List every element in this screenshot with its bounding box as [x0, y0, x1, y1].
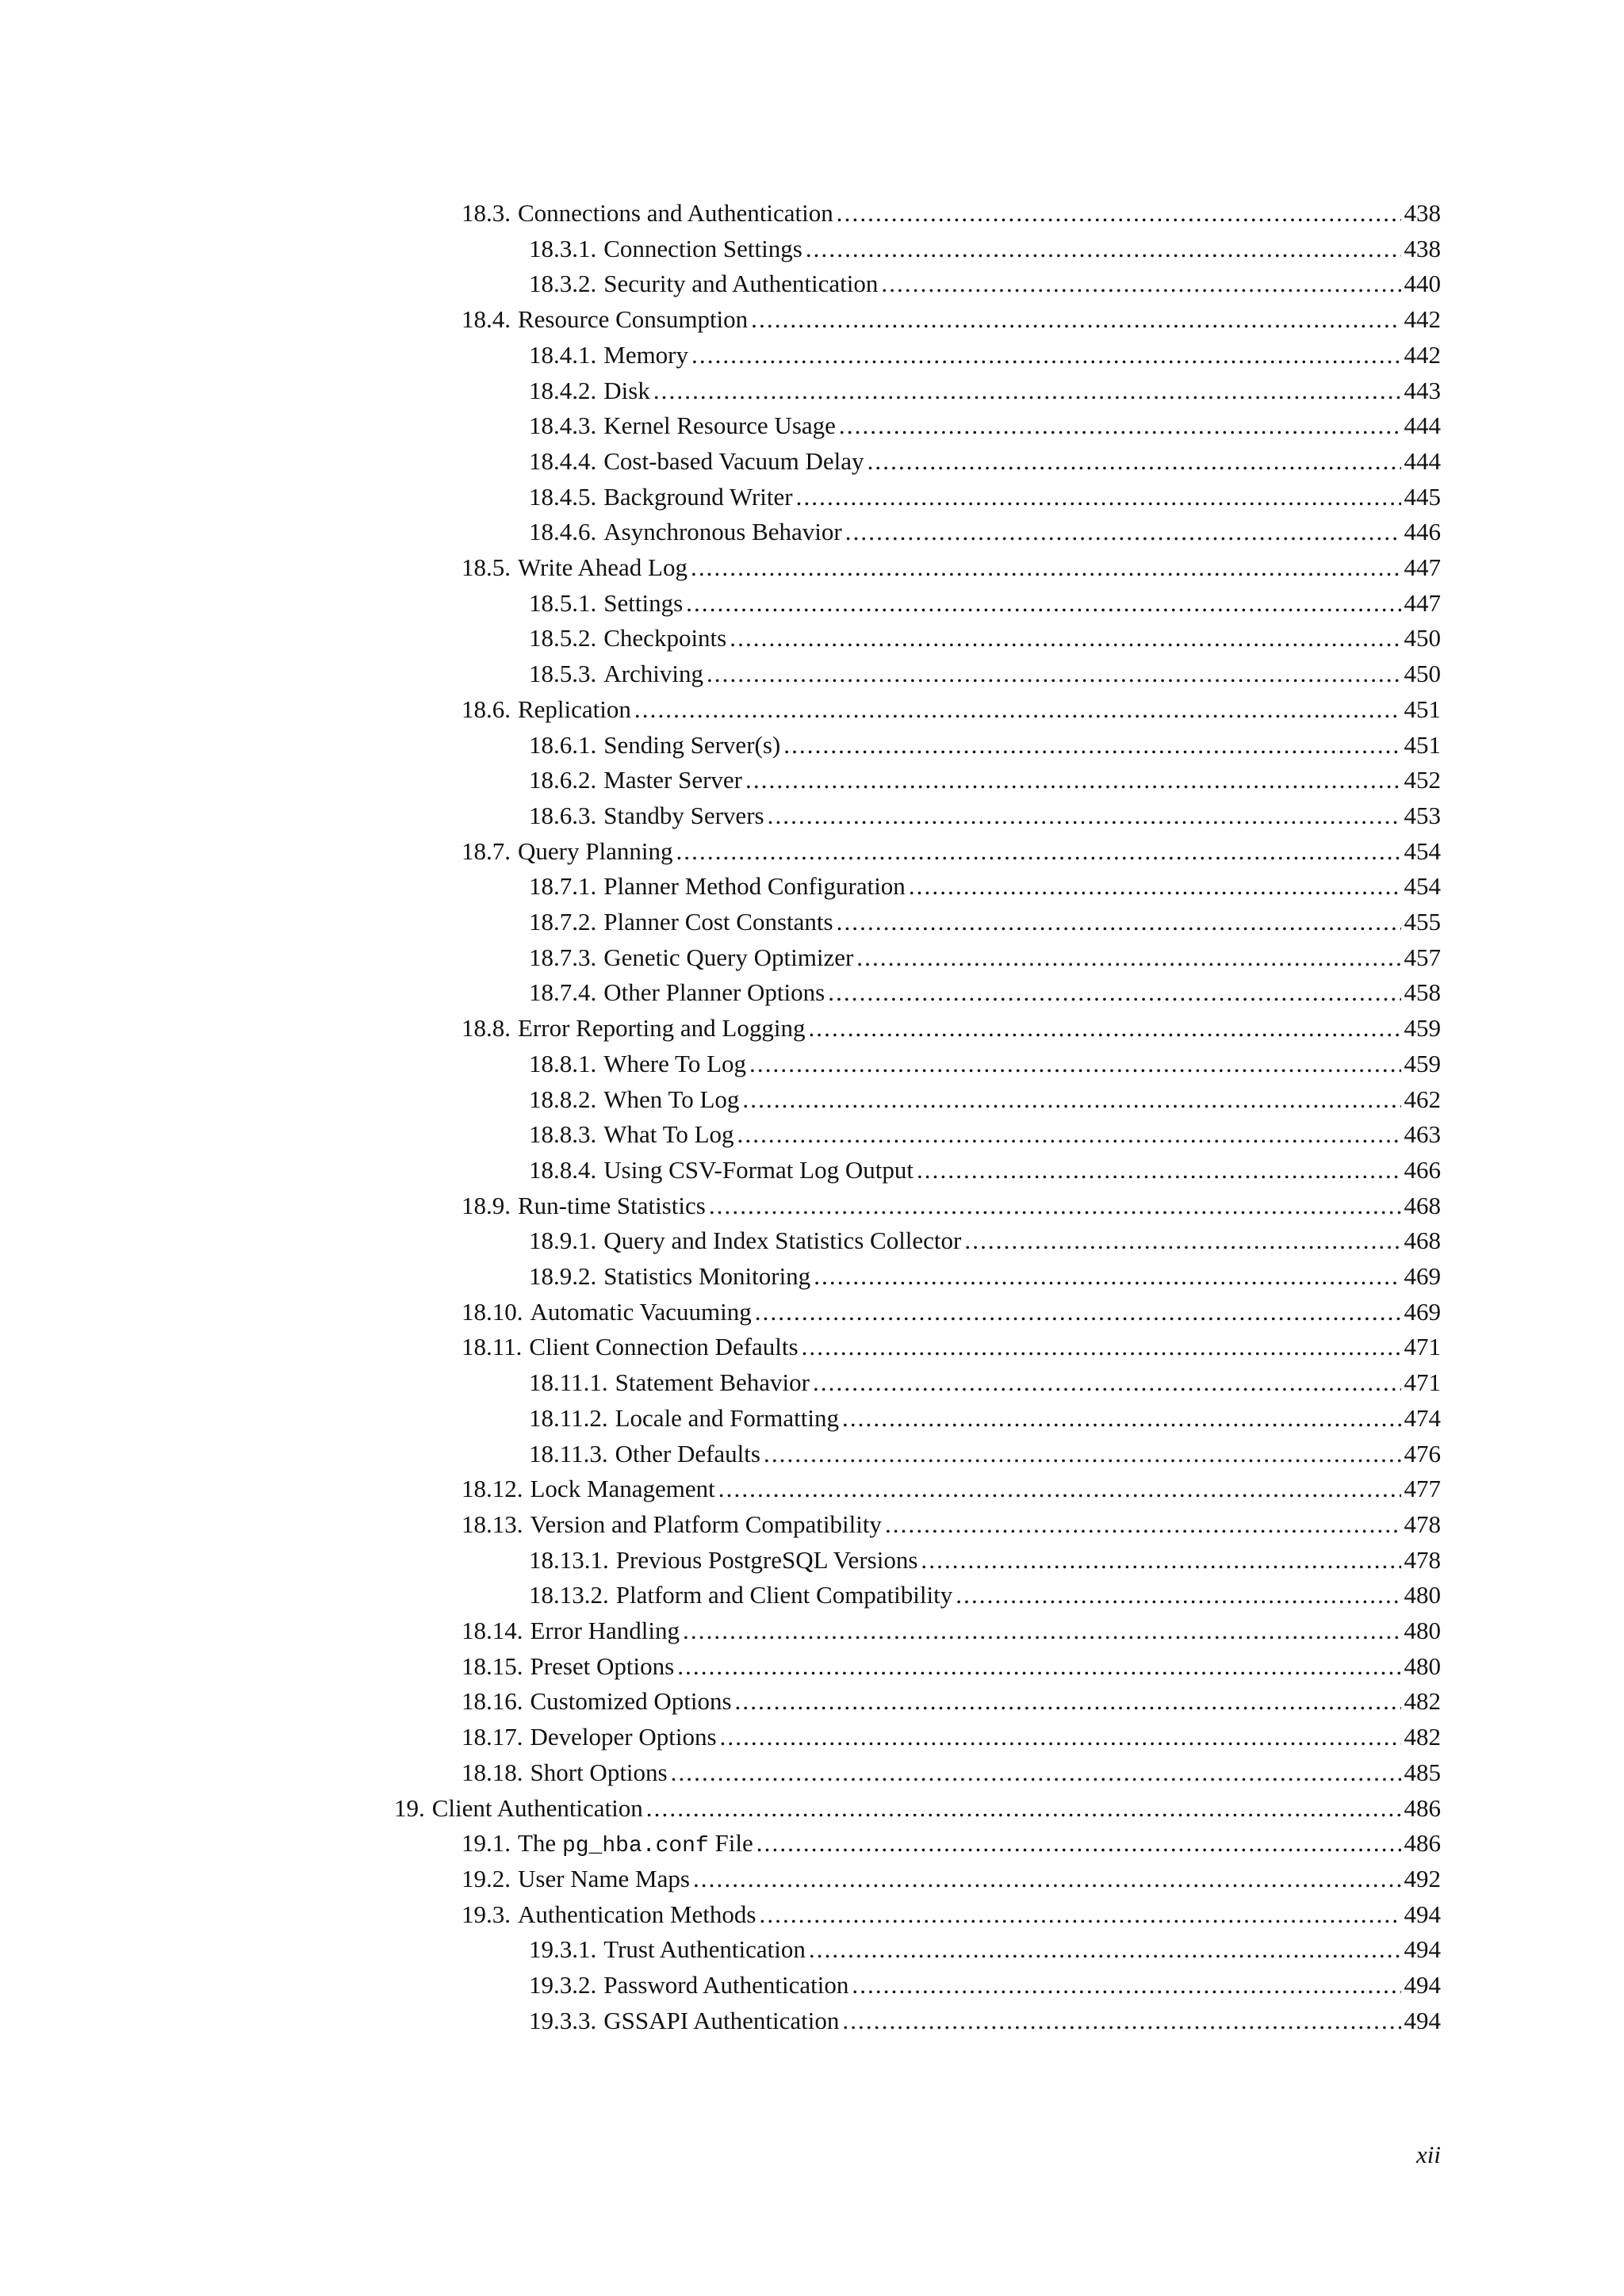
toc-entry-page: 450	[1404, 660, 1441, 688]
toc-entry-title: Settings	[603, 588, 684, 617]
toc-entry-title: Write Ahead Log	[518, 553, 688, 581]
toc-entry-title-code: pg_hba.conf	[561, 1834, 709, 1859]
toc-entry-number: 18.6.1.	[529, 730, 597, 759]
toc-entry-title: Platform and Client Compatibility	[615, 1581, 953, 1609]
toc-entry-title-part: The	[518, 1829, 562, 1858]
toc-entry-number: 18.7.2.	[529, 908, 597, 936]
toc-entry[interactable]	[529, 1931, 1441, 1967]
toc-entry-number: 18.4.2.	[529, 376, 597, 404]
toc-entry-title: Error Handling	[530, 1617, 680, 1644]
toc-entry-page: 494	[1404, 2006, 1441, 2034]
toc-entry-number: 18.8.	[462, 1014, 511, 1043]
toc-entry-page: 447	[1404, 588, 1441, 617]
toc-dot-leader	[802, 1329, 1401, 1364]
toc-dot-leader	[837, 195, 1401, 231]
toc-entry-title: Trust Authentication	[603, 1935, 806, 1964]
toc-entry-page: 468	[1404, 1191, 1441, 1219]
toc-entry[interactable]	[529, 231, 1441, 266]
toc-entry-page: 440	[1404, 270, 1441, 298]
toc-entry-page: 478	[1404, 1510, 1441, 1538]
toc-entry-title: Other Defaults	[615, 1439, 760, 1468]
toc-entry[interactable]	[529, 1364, 1441, 1400]
toc-entry[interactable]	[529, 656, 1441, 691]
toc-dot-leader	[808, 1010, 1400, 1046]
toc-entry[interactable]	[462, 1329, 1441, 1364]
toc-dot-leader	[917, 1152, 1401, 1188]
toc-entry-title-part: File	[708, 1829, 753, 1858]
toc-entry-title: Planner Method Configuration	[603, 872, 906, 901]
toc-entry-page: 482	[1404, 1687, 1441, 1716]
toc-entry-page: 454	[1404, 872, 1441, 901]
toc-entry-page: 438	[1404, 199, 1441, 227]
toc-entry-title: Version and Platform Compatibility	[530, 1510, 882, 1538]
toc-entry[interactable]	[529, 266, 1441, 301]
toc-entry-number: 18.7.1.	[529, 872, 597, 901]
toc-entry-title: Security and Authentication	[603, 270, 879, 298]
toc-entry-page: 452	[1404, 766, 1441, 794]
toc-dot-leader	[683, 1613, 1400, 1648]
toc-entry-number: 18.8.2.	[529, 1085, 597, 1113]
toc-entry-page: 471	[1404, 1333, 1441, 1361]
toc-entry-title: Master Server	[603, 766, 742, 794]
toc-entry-number: 18.16.	[462, 1687, 523, 1716]
toc-entry-title: When To Log	[603, 1085, 740, 1113]
toc-entry-title: Lock Management	[530, 1475, 715, 1503]
toc-entry-title: Where To Log	[603, 1049, 746, 1077]
toc-entry-page: 455	[1404, 908, 1441, 936]
toc-entry-title: Standby Servers	[603, 801, 764, 829]
toc-entry-page: 492	[1404, 1864, 1441, 1892]
toc-dot-leader	[742, 1081, 1400, 1117]
toc-dot-leader	[751, 301, 1400, 337]
toc-entry-number: 18.8.4.	[529, 1155, 597, 1184]
toc-dot-leader	[737, 1116, 1401, 1152]
toc-entry[interactable]	[394, 1790, 1441, 1826]
toc-dot-leader	[730, 620, 1400, 656]
toc-entry[interactable]	[529, 408, 1441, 443]
toc-entry-number: 18.13.2.	[529, 1581, 609, 1609]
toc-dot-leader	[693, 1861, 1401, 1896]
toc-entry-number: 18.5.1.	[529, 588, 597, 617]
toc-entry-page: 477	[1404, 1475, 1441, 1503]
toc-entry-number: 18.15.	[462, 1651, 523, 1680]
toc-entry[interactable]	[462, 1683, 1441, 1719]
page-number: xii	[1416, 2141, 1441, 2168]
toc-entry-number: 19.2.	[462, 1864, 511, 1892]
toc-entry-page: 450	[1404, 624, 1441, 652]
toc-dot-leader	[691, 337, 1400, 373]
toc-entry-page: 444	[1404, 411, 1441, 440]
toc-entry-page: 486	[1404, 1829, 1441, 1858]
toc-entry-title: Cost-based Vacuum Delay	[603, 446, 864, 475]
toc-entry-page: 482	[1404, 1723, 1441, 1751]
toc-entry[interactable]	[529, 1116, 1441, 1152]
toc-entry-number: 18.9.	[462, 1191, 511, 1219]
toc-entry-title: Short Options	[530, 1758, 668, 1786]
toc-entry-number: 18.6.	[462, 695, 511, 723]
toc-entry-number: 19.3.2.	[529, 1971, 597, 1999]
toc-entry-page: 457	[1404, 943, 1441, 971]
toc-entry-page: 474	[1404, 1403, 1441, 1432]
toc-entry-page: 458	[1404, 978, 1441, 1007]
toc-entry-number: 18.11.1.	[529, 1368, 608, 1397]
toc-dot-leader	[718, 1471, 1401, 1506]
toc-entry-number: 18.11.	[462, 1333, 523, 1361]
toc-entry[interactable]	[462, 1188, 1441, 1223]
toc-dot-leader	[756, 1825, 1401, 1861]
toc-entry-number: 18.10.	[462, 1297, 523, 1326]
toc-entry-title: Background Writer	[603, 482, 793, 511]
toc-dot-leader	[885, 1506, 1401, 1542]
toc-entry-page: 451	[1404, 730, 1441, 759]
toc-dot-leader	[845, 514, 1401, 549]
toc-dot-leader	[709, 1188, 1401, 1223]
toc-dot-leader	[677, 1648, 1400, 1684]
toc-entry[interactable]	[529, 479, 1441, 515]
toc-entry-number: 18.4.5.	[529, 482, 597, 511]
toc-entry-title: Memory	[603, 340, 689, 369]
toc-dot-leader	[720, 1719, 1401, 1755]
toc-dot-leader	[909, 868, 1401, 904]
toc-entry-title: Sending Server(s)	[603, 730, 781, 759]
toc-entry-number: 18.12.	[462, 1475, 523, 1503]
toc-entry-title: Query and Index Statistics Collector	[603, 1226, 962, 1255]
toc-entry-title: Query Planning	[518, 836, 673, 865]
toc-entry[interactable]	[462, 549, 1441, 585]
toc-dot-leader	[755, 1294, 1401, 1330]
toc-entry[interactable]	[529, 1223, 1441, 1258]
toc-entry-page: 462	[1404, 1085, 1441, 1113]
toc-entry-page: 471	[1404, 1368, 1441, 1397]
toc-entry[interactable]	[529, 585, 1441, 621]
toc-entry-number: 19.3.3.	[529, 2006, 597, 2034]
toc-entry[interactable]	[462, 1613, 1441, 1648]
toc-entry[interactable]	[529, 1577, 1441, 1613]
toc-entry-number: 18.4.3.	[529, 411, 597, 440]
toc-entry-title: Client Connection Defaults	[529, 1333, 799, 1361]
toc-entry-title: Statement Behavior	[615, 1368, 810, 1397]
toc-entry-number: 18.3.1.	[529, 234, 597, 262]
toc-entry[interactable]	[462, 691, 1441, 727]
toc-entry[interactable]	[529, 1400, 1441, 1436]
toc-entry-page: 453	[1404, 801, 1441, 829]
toc-entry-number: 18.18.	[462, 1758, 523, 1786]
toc-entry-title: Using CSV-Format Log Output	[603, 1155, 914, 1184]
toc-entry-title: Developer Options	[530, 1723, 717, 1751]
toc-entry-number: 18.5.	[462, 553, 511, 581]
toc-dot-leader	[842, 2003, 1400, 2038]
toc-entry[interactable]	[462, 195, 1441, 231]
toc-entry[interactable]	[529, 1081, 1441, 1117]
toc-dot-leader	[837, 904, 1401, 939]
toc-entry-title: Replication	[518, 695, 631, 723]
toc-entry-page: 445	[1404, 482, 1441, 511]
toc-entry-title: Asynchronous Behavior	[603, 518, 842, 546]
toc-entry-title: Checkpoints	[603, 624, 727, 652]
toc-entry-number: 18.8.1.	[529, 1049, 597, 1077]
toc-entry[interactable]	[529, 443, 1441, 479]
toc-entry[interactable]	[529, 1542, 1441, 1578]
toc-entry-page: 480	[1404, 1651, 1441, 1680]
toc-entry-title: Kernel Resource Usage	[603, 411, 836, 440]
toc-entry-number: 18.7.4.	[529, 978, 597, 1007]
toc-entry[interactable]	[462, 1755, 1441, 1790]
toc-entry-title: Resource Consumption	[518, 305, 749, 334]
toc-entry-title: Planner Cost Constants	[603, 908, 833, 936]
toc-entry-number: 18.4.4.	[529, 446, 597, 475]
toc-dot-leader	[676, 833, 1400, 869]
toc-entry[interactable]	[462, 1294, 1441, 1330]
toc-entry-title: Locale and Formatting	[615, 1403, 839, 1432]
toc-entry-title: Automatic Vacuuming	[530, 1297, 752, 1326]
toc-entry-title	[518, 1825, 753, 1864]
toc-entry-page: 480	[1404, 1581, 1441, 1609]
toc-entry-title: Run-time Statistics	[518, 1191, 706, 1219]
toc-entry[interactable]	[529, 904, 1441, 939]
toc-entry-page: 454	[1404, 836, 1441, 865]
toc-entry-number: 18.7.3.	[529, 943, 597, 971]
toc-entry-title: Customized Options	[530, 1687, 732, 1716]
toc-entry-number: 18.6.3.	[529, 801, 597, 829]
toc-entry-page: 444	[1404, 446, 1441, 475]
toc-dot-leader	[671, 1755, 1401, 1790]
toc-entry-page: 438	[1404, 234, 1441, 262]
toc-entry[interactable]	[529, 868, 1441, 904]
toc-entry-page: 459	[1404, 1014, 1441, 1043]
toc-entry[interactable]	[529, 620, 1441, 656]
toc-entry-page: 446	[1404, 518, 1441, 546]
toc-dot-leader	[686, 585, 1400, 621]
toc-entry-number: 18.9.1.	[529, 1226, 597, 1255]
toc-entry-title: GSSAPI Authentication	[603, 2006, 840, 2034]
toc-dot-leader	[806, 231, 1401, 266]
toc-entry[interactable]	[529, 1258, 1441, 1294]
toc-entry-title: Client Authentication	[431, 1793, 643, 1822]
toc-entry-title: Preset Options	[530, 1651, 675, 1680]
toc-dot-leader	[842, 1400, 1401, 1436]
toc-entry-number: 18.6.2.	[529, 766, 597, 794]
toc-entry[interactable]	[462, 1506, 1441, 1542]
toc-dot-leader	[921, 1542, 1400, 1578]
toc-entry-title: Authentication Methods	[518, 1900, 756, 1928]
toc-entry-number: 18.13.	[462, 1510, 523, 1538]
toc-entry-title: Connections and Authentication	[518, 199, 833, 227]
toc-dot-leader	[881, 266, 1400, 301]
toc-entry-page: 480	[1404, 1617, 1441, 1644]
toc-entry-page: 476	[1404, 1439, 1441, 1468]
toc-entry[interactable]	[462, 1861, 1441, 1896]
toc-entry[interactable]	[529, 762, 1441, 798]
toc-entry-number: 18.11.2.	[529, 1403, 608, 1432]
toc-entry[interactable]	[529, 1436, 1441, 1471]
toc-entry[interactable]	[462, 1825, 1441, 1861]
toc-dot-leader	[964, 1223, 1400, 1258]
toc-dot-leader	[764, 1436, 1401, 1471]
toc-entry-page: 469	[1404, 1262, 1441, 1290]
toc-dot-leader	[646, 1790, 1401, 1826]
toc-entry[interactable]	[462, 301, 1441, 337]
toc-entry-number: 19.3.	[462, 1900, 511, 1928]
toc-entry-page: 485	[1404, 1758, 1441, 1786]
toc-entry[interactable]	[462, 1471, 1441, 1506]
toc-dot-leader	[653, 373, 1401, 408]
toc-entry-number: 18.5.2.	[529, 624, 597, 652]
toc-dot-leader	[852, 1967, 1400, 2003]
toc-entry[interactable]	[529, 1152, 1441, 1188]
toc-entry[interactable]	[529, 2003, 1441, 2038]
toc-entry-page: 469	[1404, 1297, 1441, 1326]
toc-entry-number: 19.3.1.	[529, 1935, 597, 1964]
toc-entry-page: 442	[1404, 340, 1441, 369]
toc-entry[interactable]	[529, 974, 1441, 1010]
toc-entry[interactable]	[529, 373, 1441, 408]
toc-entry-page: 466	[1404, 1155, 1441, 1184]
toc-entry-title: Previous PostgreSQL Versions	[615, 1545, 918, 1574]
toc-entry[interactable]	[462, 1648, 1441, 1684]
toc-entry-page: 463	[1404, 1120, 1441, 1149]
toc-dot-leader	[783, 727, 1400, 763]
toc-entry-number: 18.3.	[462, 199, 511, 227]
toc-entry-title: Archiving	[603, 660, 703, 688]
toc-dot-leader	[768, 798, 1401, 833]
toc-entry-page: 494	[1404, 1971, 1441, 1999]
toc-entry-page: 468	[1404, 1226, 1441, 1255]
toc-entry-page: 447	[1404, 553, 1441, 581]
toc-entry-page: 494	[1404, 1900, 1441, 1928]
toc-entry-title: Other Planner Options	[603, 978, 825, 1007]
toc-entry[interactable]	[462, 1010, 1441, 1046]
toc-dot-leader	[707, 656, 1401, 691]
toc-entry-number: 18.3.2.	[529, 270, 597, 298]
toc-entry-number: 18.17.	[462, 1723, 523, 1751]
toc-entry-number: 18.11.3.	[529, 1439, 608, 1468]
toc-dot-leader	[868, 443, 1401, 479]
toc-entry[interactable]	[529, 798, 1441, 833]
toc-dot-leader	[745, 762, 1401, 798]
toc-dot-leader	[634, 691, 1401, 727]
toc-entry-title: Genetic Query Optimizer	[603, 943, 854, 971]
toc-entry-page: 494	[1404, 1935, 1441, 1964]
toc-entry-title: User Name Maps	[518, 1864, 690, 1892]
toc-entry-number: 18.4.6.	[529, 518, 597, 546]
toc-dot-leader	[691, 549, 1401, 585]
toc-dot-leader	[839, 408, 1401, 443]
toc-entry-title: Disk	[603, 376, 650, 404]
toc-entry-number: 18.14.	[462, 1617, 523, 1644]
toc-entry-number: 18.4.	[462, 305, 511, 334]
toc-entry-page: 451	[1404, 695, 1441, 723]
toc-entry-number: 18.4.1.	[529, 340, 597, 369]
toc-dot-leader	[828, 974, 1400, 1010]
toc-entry-title: Password Authentication	[603, 1971, 849, 1999]
toc-entry-number: 18.7.	[462, 836, 511, 865]
toc-entry-page: 459	[1404, 1049, 1441, 1077]
toc-entry-number: 19.1.	[462, 1829, 511, 1858]
toc-entry-title: Connection Settings	[603, 234, 802, 262]
toc-entry-number: 18.8.3.	[529, 1120, 597, 1149]
toc-entry[interactable]	[529, 727, 1441, 763]
toc-dot-leader	[813, 1364, 1401, 1400]
toc-entry[interactable]	[529, 1967, 1441, 2003]
toc-entry-title: Statistics Monitoring	[603, 1262, 811, 1290]
toc-entry-number: 19.	[394, 1793, 425, 1822]
toc-dot-leader	[735, 1683, 1401, 1719]
toc-dot-leader	[809, 1931, 1401, 1967]
toc-entry[interactable]	[529, 939, 1441, 975]
toc-entry-number: 18.5.3.	[529, 660, 597, 688]
toc-entry[interactable]	[462, 1719, 1441, 1755]
toc-dot-leader	[759, 1896, 1400, 1932]
toc-entry-number: 18.9.2.	[529, 1262, 597, 1290]
toc-entry[interactable]	[529, 1046, 1441, 1081]
toc-entry-page: 442	[1404, 305, 1441, 334]
toc-entry-page: 486	[1404, 1793, 1441, 1822]
toc-entry-page: 443	[1404, 376, 1441, 404]
toc-dot-leader	[814, 1258, 1400, 1294]
toc-entry[interactable]	[462, 833, 1441, 869]
toc-entry[interactable]	[529, 514, 1441, 549]
toc-entry-title: Error Reporting and Logging	[518, 1014, 806, 1043]
toc-dot-leader	[749, 1046, 1401, 1081]
toc-dot-leader	[796, 479, 1401, 515]
toc-dot-leader	[956, 1577, 1400, 1613]
toc-dot-leader	[856, 939, 1400, 975]
toc-entry[interactable]	[529, 337, 1441, 373]
toc-entry-number: 18.13.1.	[529, 1545, 609, 1574]
toc-entry-title: What To Log	[603, 1120, 734, 1149]
toc-entry-page: 478	[1404, 1545, 1441, 1574]
toc-entry[interactable]	[462, 1896, 1441, 1932]
